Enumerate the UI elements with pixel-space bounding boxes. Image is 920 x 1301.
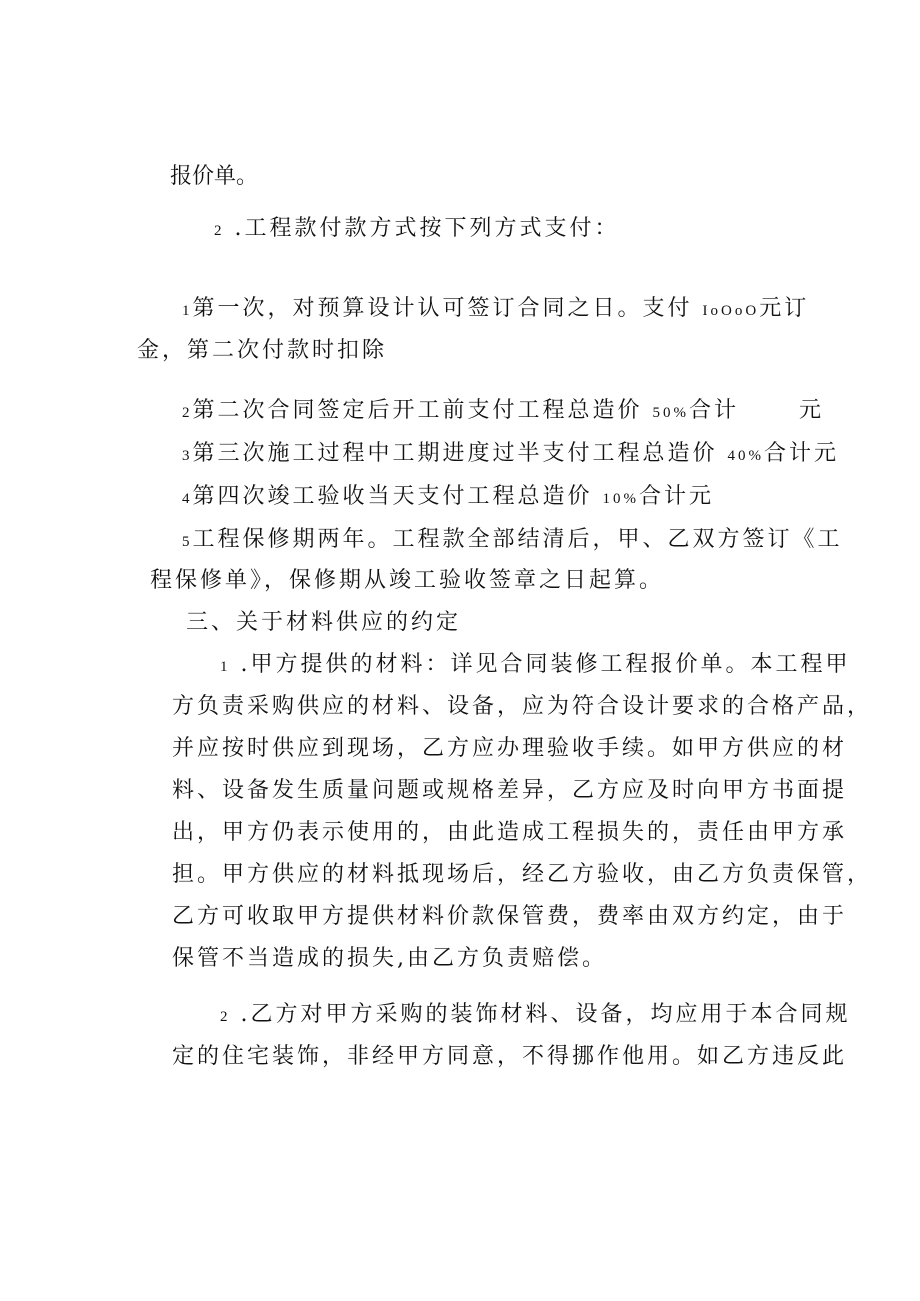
deposit-amount: IoOoO (702, 303, 760, 319)
payment-item-1 (182, 294, 809, 326)
text: 合计元 (764, 441, 840, 466)
percentage: 10% (602, 491, 640, 507)
text: 定的住宅装饰，非经甲方同意，不得挪作他用。如乙方违反此 (172, 1044, 848, 1069)
item-number: 1 (182, 303, 193, 319)
text: 三、关于材料供应的约定 (186, 610, 462, 635)
text: 保管不当造成的损失,由乙方负责赔偿。 (172, 946, 607, 971)
item-number: 2 (214, 223, 225, 239)
body-line (172, 734, 847, 764)
text: 报价单。 (170, 164, 259, 189)
text: 出，甲方仍表示使用的，由此造成工程损失的，责任由甲方承 (172, 820, 848, 845)
text: 合计 (689, 398, 740, 423)
text: .工程款付款方式按下列方式支付： (234, 216, 620, 241)
item-number: 1 (220, 659, 231, 675)
text: .甲方提供的材料：详见合同装修工程报价单。本工程甲 (240, 652, 851, 677)
text: 方负责采购供应的材料、设备，应为符合设计要求的合格产品， (172, 694, 873, 719)
body-line (172, 776, 847, 806)
text: 合计元 (639, 484, 715, 509)
item-number: 2 (182, 405, 193, 421)
text: 第三次施工过程中工期进度过半支付工程总造价 (192, 441, 718, 466)
percentage: 50% (652, 405, 690, 421)
text: 金，第二次付款时扣除 (137, 338, 388, 363)
text: 工程保修期两年。工程款全部结清后，甲、乙双方签订《工 (192, 527, 843, 552)
payment-item-5 (182, 525, 843, 557)
payment-item-1-continued (137, 336, 387, 366)
line-quote-sheet (170, 162, 258, 192)
text: 第一次，对预算设计认可签订合同之日。支付 (192, 296, 693, 321)
materials-clause-1 (220, 650, 851, 682)
text: 第四次竣工验收当天支付工程总造价 (192, 484, 593, 509)
percentage: 40% (727, 448, 765, 464)
text: 元 (799, 398, 825, 423)
materials-clause-2 (220, 1000, 851, 1032)
text: 程保修单》，保修期从竣工验收签章之日起算。 (150, 568, 665, 593)
item-number: 2 (220, 1009, 231, 1025)
body-line (172, 902, 847, 932)
body-line (172, 860, 872, 890)
text: 料、设备发生质量问题或规格差异，乙方应及时向甲方书面提 (172, 778, 848, 803)
text: 元订 (759, 296, 810, 321)
text: 担。甲方供应的材料抵现场后，经乙方验收，由乙方负责保管， (172, 862, 873, 887)
section-heading-materials (186, 608, 461, 638)
body-line (172, 944, 607, 974)
item-number: 3 (182, 448, 193, 464)
payment-item-2 (182, 396, 824, 428)
text: 第二次合同签定后开工前支付工程总造价 (192, 398, 643, 423)
payment-item-4 (182, 482, 714, 514)
text: 并应按时供应到现场，乙方应办理验收手续。如甲方供应的材 (172, 736, 848, 761)
payment-item-3 (182, 439, 839, 471)
payment-method-heading (214, 214, 620, 246)
payment-item-5-continued (150, 566, 664, 596)
item-number: 5 (182, 534, 193, 550)
text: 乙方可收取甲方提供材料价款保管费，费率由双方约定，由于 (172, 904, 848, 929)
body-line (172, 818, 847, 848)
text: .乙方对甲方采购的装饰材料、设备，均应用于本合同规 (240, 1002, 851, 1027)
body-line (172, 1042, 847, 1072)
item-number: 4 (182, 491, 193, 507)
body-line (172, 692, 872, 722)
